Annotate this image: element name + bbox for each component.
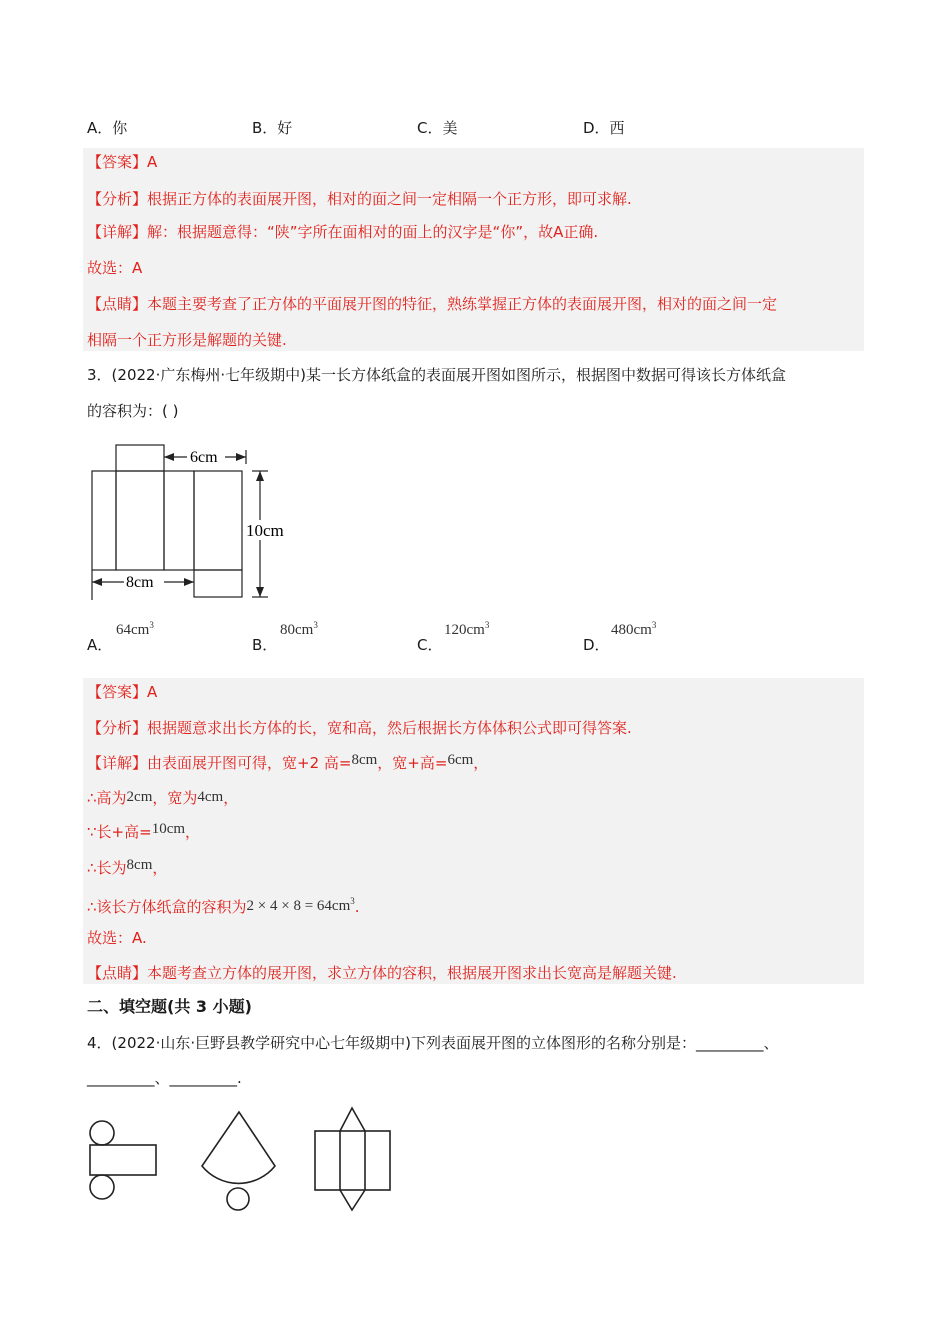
q3-step-3 (87, 858, 167, 879)
step-text: ， (223, 789, 239, 807)
q3-option-a-value: $64cm^3$ (116, 620, 154, 638)
net-top-face (116, 445, 164, 471)
q2-option-b: B．好 (252, 119, 293, 137)
step-value: 2cm (126, 789, 153, 805)
q2-answer (87, 152, 157, 172)
detail-text-c: ， (473, 754, 489, 772)
step-text: ∴该长方体纸盒的容积为 (87, 898, 247, 916)
step-text: ∵长+高= (87, 823, 152, 841)
q3-step-2 (87, 822, 200, 843)
step-text: . (354, 898, 360, 916)
q3-box-net-figure (86, 440, 296, 605)
step-text: ， (185, 823, 201, 841)
detail-tag: 【详解】 (87, 754, 148, 772)
q2-choice: 故选：A (87, 259, 143, 277)
comment-text: 本题考查立方体的展开图，求立方体的容积，根据展开图求出长宽高是解题关键. (147, 964, 677, 982)
q3-option-d-value: $480cm^3$ (611, 620, 657, 638)
q3-option-d-letter: D． (583, 636, 610, 654)
step-value: $2 \times 4 \times 8 = 64cm^3$ (246, 896, 355, 914)
q3-step-1 (87, 788, 238, 809)
q3-comment (87, 963, 677, 983)
analysis-text: 根据正方体的表面展开图，相对的面之间一定相隔一个正方形，即可求解. (147, 190, 632, 208)
step-text: ∴高为 (87, 789, 127, 807)
q3-option-b-value: $80cm^3$ (280, 620, 318, 638)
answer-value: A (147, 153, 158, 171)
detail-text-a: 由表面展开图可得，宽+2 高= (147, 754, 352, 772)
section-heading: 二、填空题(共 3 小题) (87, 997, 252, 1016)
q3-answer (87, 682, 157, 702)
q3-analysis (87, 718, 632, 738)
cone-net (202, 1112, 275, 1210)
comment-text: 本题主要考查了正方体的平面展开图的特征，熟练掌握正方体的表面展开图，相对的面之间一定 (147, 295, 778, 313)
detail-tag: 【详解】 (87, 223, 148, 241)
q2-option-d: D．西 (583, 119, 625, 137)
q2-option-c: C．美 (417, 119, 458, 137)
detail-text-b: ，宽+高= (377, 754, 448, 772)
detail-text: 解：根据题意得：“陕”字所在面相对的面上的汉字是“你”，故A正确. (147, 223, 599, 241)
net-side-face (164, 471, 194, 570)
label-6cm: 6cm (190, 449, 218, 466)
label-10cm: 10cm (246, 521, 284, 540)
step-value: 4cm (197, 789, 224, 805)
q3-option-c-value: $120cm^3$ (444, 620, 490, 638)
cylinder-net (90, 1121, 156, 1199)
step-text: ， (152, 859, 168, 877)
analysis-text: 根据题意求出长方体的长，宽和高，然后根据长方体体积公式即可得答案. (147, 719, 632, 737)
net-front-face (116, 471, 164, 570)
detail-value-2: 6cm (447, 752, 474, 768)
q2-comment-line1 (87, 294, 777, 314)
q2-solution-box (83, 148, 864, 351)
detail-value-1: 8cm (351, 752, 378, 768)
q4-nets-figure (86, 1100, 406, 1218)
step-value: 10cm (151, 821, 186, 837)
q4-stem-line1: 4．(2022·山东·巨野县教学研究中心七年级期中)下列表面展开图的立体图形的名称分别是：_________、 (87, 1034, 779, 1052)
q2-detail (87, 222, 598, 242)
answer-tag: 【答案】 (87, 683, 148, 701)
q2-comment-line2: 相隔一个正方形是解题的关键. (87, 331, 287, 349)
step-value: 8cm (126, 857, 153, 873)
q3-stem-line2: 的容积为：( ) (87, 402, 179, 420)
triangular-prism-net (315, 1108, 390, 1210)
q3-option-c-letter: C． (417, 636, 443, 654)
q3-option-a-letter: A． (87, 636, 113, 654)
comment-tag: 【点睛】 (87, 295, 148, 313)
net-back-face (194, 471, 242, 570)
q3-detail (87, 753, 488, 774)
answer-value: A (147, 683, 158, 701)
answer-tag: 【答案】 (87, 153, 148, 171)
q3-step-4 (87, 893, 360, 918)
q3-stem-line1: 3．(2022·广东梅州·七年级期中)某一长方体纸盒的表面展开图如图所示，根据图中数据可得该长方体纸盒 (87, 366, 786, 384)
analysis-tag: 【分析】 (87, 719, 148, 737)
comment-tag: 【点睛】 (87, 964, 148, 982)
q3-option-b-letter: B． (252, 636, 278, 654)
q3-choice: 故选：A. (87, 929, 147, 947)
analysis-tag: 【分析】 (87, 190, 148, 208)
q4-stem-line2: _________、_________. (87, 1069, 242, 1087)
net-left-strip (92, 471, 116, 570)
q2-analysis (87, 189, 632, 209)
step-text: ，宽为 (152, 789, 198, 807)
step-text: ∴长为 (87, 859, 127, 877)
net-bottom-face (194, 570, 242, 597)
q2-option-a: A．你 (87, 119, 128, 137)
label-8cm: 8cm (126, 574, 154, 591)
